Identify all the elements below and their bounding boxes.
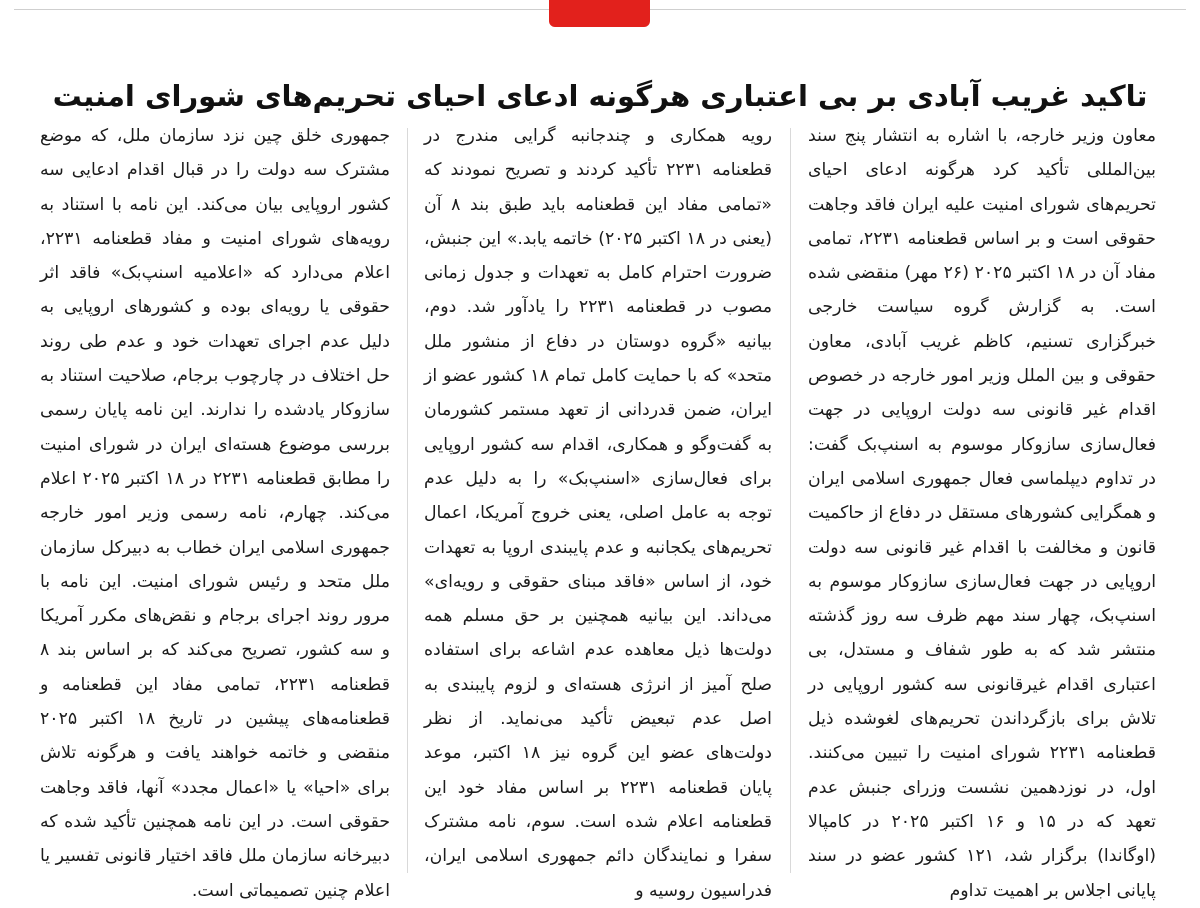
article-column-2 xyxy=(424,119,773,901)
column-divider xyxy=(407,128,408,873)
column-3-text: جمهوری خلق چین نزد سازمان ملل، که موضع مشترک سه دولت را در قبال اقدام ادعایی سه کشور اروپایی بیان می‌کند. این نامه با استناد به رویه‌های شورای امنیت و مفاد قطعنامه ۲۲۳۱، اعلام می‌دارد که «اعلامیه اسنپ‌بک» فاقد اثر حقوقی یا رویه‌ای بوده و کشورهای اروپایی به دلیل عدم اجرای تعهدات خود و عدم طی روند حل اختلاف در چارچوب برجام، صلاحیت استناد به سازوکار یادشده را ندارند. این نامه پایان رسمی بررسی موضوع هسته‌ای ایران در شورای امنیت را مطابق قطعنامه ۲۲۳۱ در ۱۸ اکتبر ۲۰۲۵ اعلام می‌کند. چهارم، نامه رسمی وزیر امور خارجه جمهوری اسلامی ایران خطاب به دبیرکل سازمان ملل متحد و رئیس شورای امنیت. این نامه با مرور روند اجرای برجام و نقض‌های مکرر آمریکا و سه کشور، تصریح می‌کند که بر اساس بند ۸ قطعنامه ۲۲۳۱، تمامی مفاد این قطعنامه و قطعنامه‌های پیشین در تاریخ ۱۸ اکتبر ۲۰۲۵ منقضی و خاتمه خواهند یافت و هرگونه تلاش برای «احیا» یا «اعمال مجدد» آنها، فاقد وجاهت حقوقی است. در این نامه همچنین تأکید شده که دبیرخانه سازمان ملل فاقد اختیار قانونی تفسیر یا اعلام چنین تصمیماتی است. xyxy=(40,126,390,901)
article-headline: تاکید غریب آبادی بر بی اعتباری هرگونه ادعای احیای تحریم‌های شورای امنیت xyxy=(52,79,1148,114)
section-marker-tab xyxy=(549,0,650,27)
article-column-1 xyxy=(808,119,1156,901)
column-1-text: معاون وزیر خارجه، با اشاره به انتشار پنج سند بین‌المللی تأکید کرد هرگونه ادعای احیای تحریم‌های شورای امنیت علیه ایران فاقد وجاهت حقوقی است و بر اساس قطعنامه ۲۲۳۱، تمامی مفاد آن در ۱۸ اکتبر ۲۰۲۵ (۲۶ مهر) منقضی شده است. به گزارش گروه سیاست خارجی خبرگزاری تسنیم، کاظم غریب آبادی، معاون حقوقی و بین الملل وزیر امور خارجه در خصوص اقدام غیر قانونی سه دولت اروپایی در جهت فعال‌سازی سازوکار موسوم به اسنپ‌بک گفت: در تداوم دیپلماسی فعال جمهوری اسلامی ایران و همگرایی کشورهای مستقل در دفاع از حاکمیت قانون و مخالفت با اقدام غیر قانونی سه دولت اروپایی در جهت فعال‌سازی سازوکار موسوم به اسنپ‌بک، چهار سند مهم ظرف سه روز گذشته منتشر شد که به طور شفاف و مستدل، بی اعتباری اقدام غیرقانونی سه کشور اروپایی در تلاش برای بازگرداندن تحریم‌های لغوشده ذیل قطعنامه ۲۲۳۱ شورای امنیت را تبیین می‌کنند. اول، در نوزدهمین نشست وزرای جنبش عدم تعهد که در ۱۵ و ۱۶ اکتبر ۲۰۲۵ در کامپالا (اوگاندا) برگزار شد، ۱۲۱ کشور عضو در سند پایانی اجلاس بر اهمیت تداوم xyxy=(808,126,1156,901)
article-column-3 xyxy=(40,119,390,901)
column-2-text: رویه همکاری و چندجانبه گرایی مندرج در قطعنامه ۲۲۳۱ تأکید کردند و تصریح نمودند که «تمامی مفاد این قطعنامه باید طبق بند ۸ آن (یعنی در ۱۸ اکتبر ۲۰۲۵) خاتمه یابد.» این جنبش، ضرورت احترام کامل به تعهدات و جدول زمانی مصوب در قطعنامه ۲۲۳۱ را یادآور شد. دوم، بیانیه «گروه دوستان در دفاع از منشور ملل متحد» که با حمایت کامل تمام ۱۸ کشور عضو از ایران، ضمن قدردانی از تعهد مستمر کشورمان به گفت‌وگو و همکاری، اقدام سه کشور اروپایی برای فعال‌سازی «اسنپ‌بک» را به دلیل عدم توجه به عامل اصلی، یعنی خروج آمریکا، اعمال تحریم‌های یکجانبه و عدم پایبندی اروپا به تعهدات خود، از اساس «فاقد مبنای حقوقی و رویه‌ای» می‌داند. این بیانیه همچنین بر حق مسلم همه دولت‌ها ذیل معاهده عدم اشاعه برای استفاده صلح آمیز از انرژی هسته‌ای و لزوم پایبندی به اصل عدم تبعیض تأکید می‌نماید. از نظر دولت‌های عضو این گروه نیز ۱۸ اکتبر، موعد پایان قطعنامه ۲۲۳۱ بر اساس مفاد خود این قطعنامه اعلام شده است. سوم، نامه مشترک سفرا و نمایندگان دائم جمهوری اسلامی ایران، فدراسیون روسیه و xyxy=(424,126,773,901)
column-divider xyxy=(790,128,791,873)
